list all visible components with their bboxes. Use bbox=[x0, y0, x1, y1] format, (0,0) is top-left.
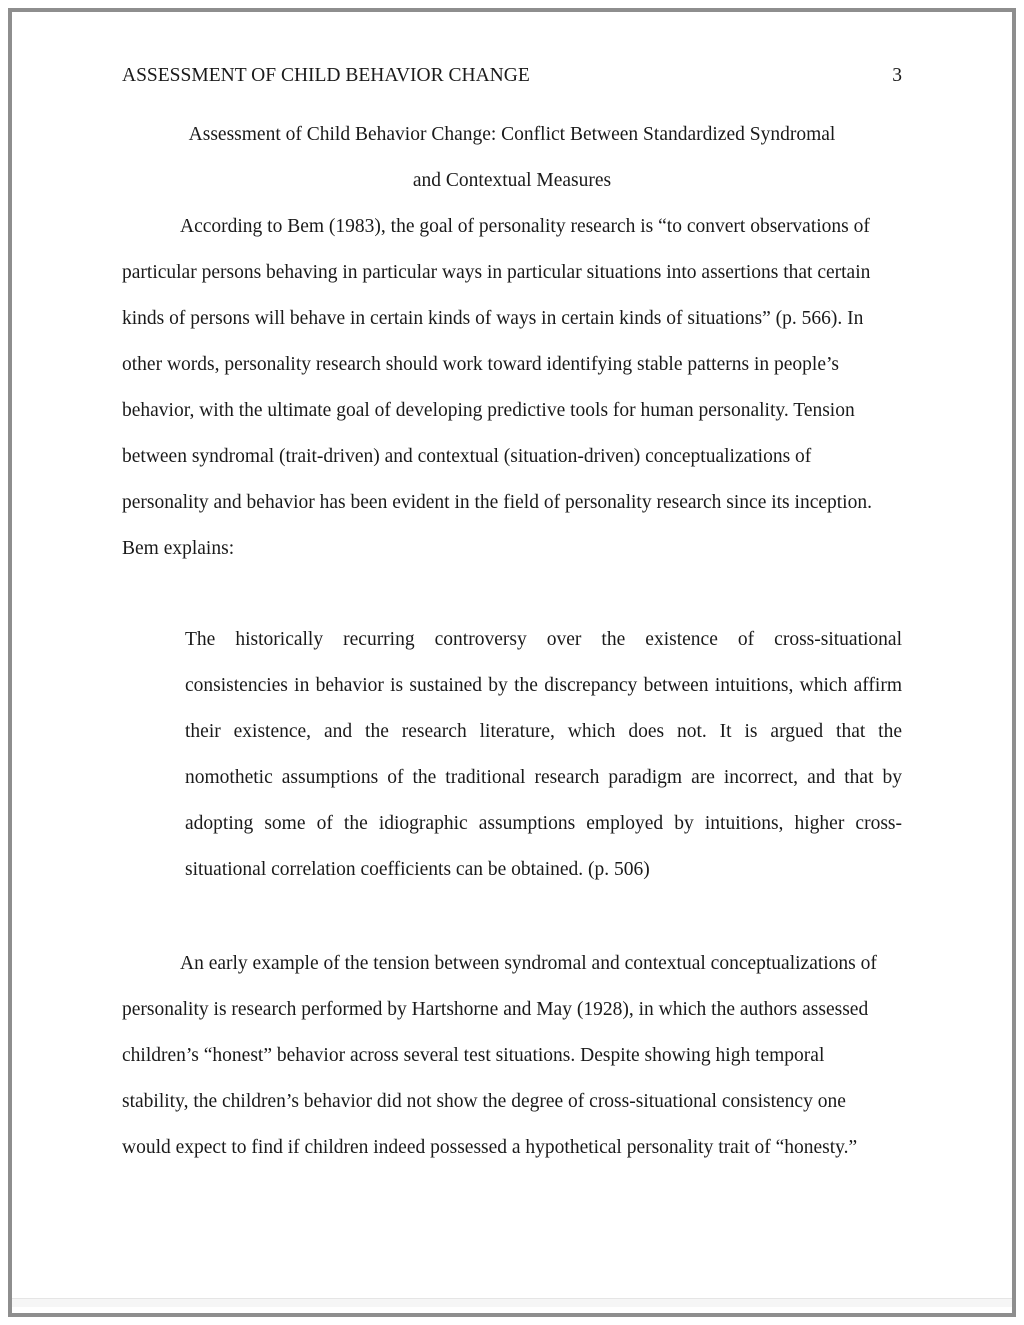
paper-title-line: and Contextual Measures bbox=[412, 170, 612, 191]
paragraph-intro bbox=[122, 204, 902, 572]
text-line: kinds of persons will behave in certain kinds of ways in certain kinds of situations” (p. 566). In bbox=[122, 308, 864, 329]
quote-line: adopting some of the idiographic assumptions employed by intuitions, higher cross- bbox=[185, 813, 902, 834]
text-line: between syndromal (trait-driven) and contextual (situation-driven) conceptualizations of bbox=[122, 446, 812, 467]
quote-line: their existence, and the research literature, which does not. It is argued that the bbox=[185, 721, 902, 742]
running-head-text: ASSESSMENT OF CHILD BEHAVIOR CHANGE bbox=[122, 65, 530, 86]
paper-title bbox=[122, 112, 902, 204]
running-header bbox=[122, 64, 902, 87]
page-bottom-edge bbox=[12, 1298, 1012, 1307]
text-line: An early example of the tension between syndromal and contextual conceptualizations of bbox=[180, 953, 877, 974]
text-line: stability, the children’s behavior did not show the degree of cross-situational consistency one bbox=[122, 1091, 846, 1112]
text-line: behavior, with the ultimate goal of developing predictive tools for human personality. Tension bbox=[122, 400, 855, 421]
page-content bbox=[12, 12, 1012, 1171]
text-line: personality and behavior has been evident in the field of personality research since its inception. bbox=[122, 492, 872, 513]
manuscript-page bbox=[8, 8, 1016, 1317]
paragraph-example bbox=[122, 941, 902, 1171]
text-line: According to Bem (1983), the goal of personality research is “to convert observations of bbox=[180, 216, 870, 237]
text-line: personality is research performed by Hartshorne and May (1928), in which the authors assessed bbox=[122, 999, 869, 1020]
text-line: would expect to find if children indeed possessed a hypothetical personality trait of “honesty.” bbox=[122, 1137, 858, 1158]
paper-title-line: Assessment of Child Behavior Change: Conflict Between Standardized Syndromal bbox=[188, 124, 836, 145]
quote-line: The historically recurring controversy over the existence of cross-situational bbox=[185, 629, 902, 650]
quote-line: nomothetic assumptions of the traditional research paradigm are incorrect, and that by bbox=[185, 767, 902, 788]
text-line: children’s “honest” behavior across several test situations. Despite showing high temporal bbox=[122, 1045, 825, 1066]
quote-line: consistencies in behavior is sustained by the discrepancy between intuitions, which affirm bbox=[185, 675, 902, 696]
page-number: 3 bbox=[892, 65, 902, 86]
text-line: other words, personality research should work toward identifying stable patterns in people’s bbox=[122, 354, 839, 375]
block-quote bbox=[185, 617, 902, 893]
text-line: Bem explains: bbox=[122, 538, 235, 559]
text-line: particular persons behaving in particular ways in particular situations into assertions that certain bbox=[122, 262, 871, 283]
quote-line: situational correlation coefficients can be obtained. (p. 506) bbox=[185, 859, 650, 880]
